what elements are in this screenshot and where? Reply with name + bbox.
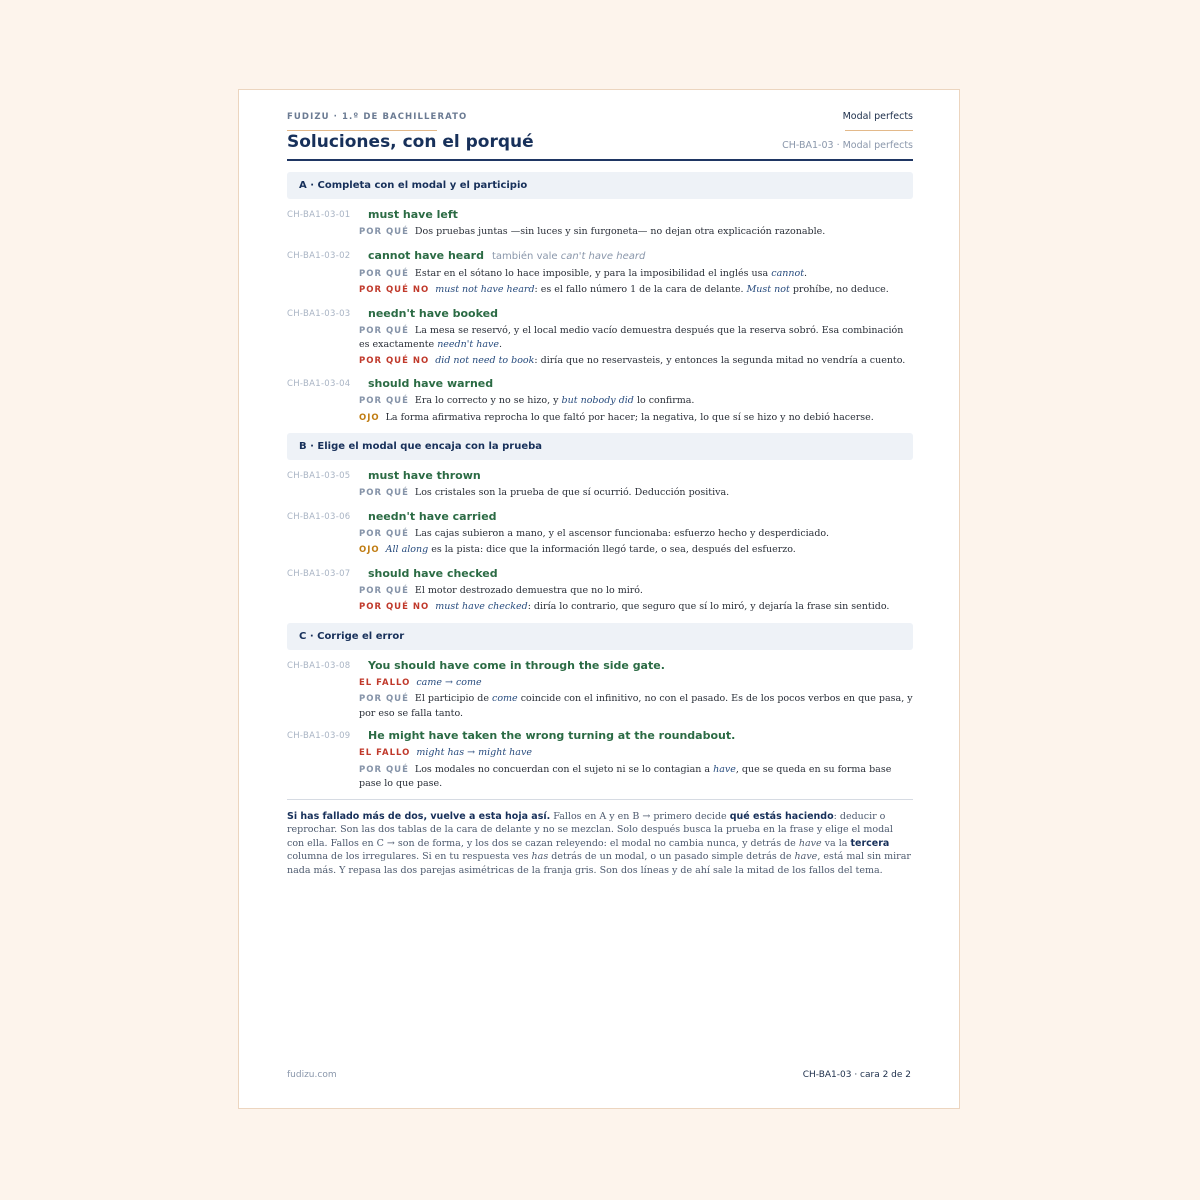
section-c bbox=[287, 623, 913, 791]
why-label: POR QUÉ bbox=[359, 694, 409, 704]
why-not-label: POR QUÉ NO bbox=[359, 285, 430, 295]
why-label: POR QUÉ bbox=[359, 764, 409, 775]
ojo-text: La forma afirmativa reprocha lo que faltó por hacer; la negativa, lo que sí se hizo y no debió hacerse. bbox=[385, 411, 874, 423]
alt-value: can't have heard bbox=[560, 250, 646, 262]
why-text: La mesa se reservó, y el local medio vacío demuestra después que la reserva sobró. Esa combinación es exactamente bbox=[359, 324, 904, 350]
why-text-end: lo confirma. bbox=[636, 395, 695, 406]
topic-underline bbox=[845, 130, 913, 131]
advice-lead: Si has fallado más de dos, vuelve a esta hoja así. bbox=[287, 810, 551, 822]
why-text: El motor destrozado demuestra que no lo miró. bbox=[414, 584, 643, 596]
ojo-label: OJO bbox=[359, 412, 380, 423]
why-text: El participio de bbox=[414, 693, 489, 704]
alternative-answer bbox=[492, 251, 645, 262]
footer-site: fudizu.com bbox=[287, 1070, 337, 1080]
item-answer: He might have taken the wrong turning at the roundabout. bbox=[368, 729, 736, 742]
advice-text: : deducir o reprochar. Son las dos tablas de la cara de delante y no se mezclan. Solo después busca la prueba en la frase y elige el modal con ella. Fallos en C → son de forma, y los dos se cazan releyendo: el modal no cambia nunca, y detrás de bbox=[287, 810, 893, 849]
why-not-line bbox=[359, 283, 913, 298]
why-line bbox=[359, 692, 913, 720]
why-text-end: . bbox=[498, 339, 503, 350]
advice-text: Fallos en A y en B → primero decide bbox=[553, 810, 727, 822]
why-not-line bbox=[359, 354, 913, 369]
why-not-text-end: prohíbe, no deduce. bbox=[792, 284, 889, 295]
item-code: CH-BA1-03-06 bbox=[287, 511, 351, 522]
why-label: POR QUÉ bbox=[359, 528, 409, 539]
why-not-label: POR QUÉ NO bbox=[359, 602, 430, 612]
item-code: CH-BA1-03-02 bbox=[287, 250, 351, 261]
why-line bbox=[359, 763, 913, 791]
item-answer: needn't have carried bbox=[368, 509, 497, 523]
item-answer: needn't have booked bbox=[368, 306, 498, 320]
alt-prefix: también vale bbox=[491, 250, 558, 262]
item-answer: You should have come in through the side gate. bbox=[368, 658, 665, 672]
why-text: Era lo correcto y no se hizo, y bbox=[414, 395, 559, 406]
why-not-text: : diría lo contrario, que seguro que sí lo miró, y dejaría la frase sin sentido. bbox=[527, 601, 890, 612]
why-line bbox=[359, 225, 913, 240]
why-not-text: : es el fallo número 1 de la cara de delante. bbox=[534, 284, 744, 295]
why-line bbox=[359, 394, 913, 409]
sheet-code: CH-BA1-03 · Modal perfects bbox=[782, 140, 913, 151]
ojo-emphasis: All along bbox=[385, 544, 429, 555]
why-text: Dos pruebas juntas —sin luces y sin furgoneta— no dejan otra explicación razonable. bbox=[414, 226, 826, 237]
advice-emphasis: have bbox=[794, 851, 818, 862]
error-label: EL FALLO bbox=[359, 677, 411, 688]
why-text-end: coincide con el infinitivo, no con el pasado. Es de los pocos verbos en que pasa, y por eso se falla tanto. bbox=[359, 693, 913, 719]
ojo-line bbox=[359, 543, 913, 558]
solution-item bbox=[287, 509, 913, 558]
why-emphasis: needn't have bbox=[437, 339, 499, 350]
error-line bbox=[359, 746, 913, 761]
solution-item bbox=[287, 376, 913, 425]
why-label: POR QUÉ bbox=[359, 268, 409, 279]
why-not-emphasis: did not need to book bbox=[435, 354, 535, 366]
why-not-emphasis: must have checked bbox=[435, 601, 528, 612]
error-correction: might has → might have bbox=[416, 747, 532, 758]
ojo-text: es la pista: dice que la información llegó tarde, o sea, después del esfuerzo. bbox=[431, 544, 796, 555]
advice-text: va la bbox=[824, 837, 848, 849]
advice-divider bbox=[287, 799, 913, 800]
section-heading: A · Completa con el modal y el participio bbox=[287, 172, 913, 199]
ojo-line bbox=[359, 411, 913, 426]
item-code: CH-BA1-03-03 bbox=[287, 308, 351, 319]
why-emphasis: have bbox=[713, 763, 736, 775]
item-answer: should have checked bbox=[368, 566, 498, 580]
why-line bbox=[359, 324, 913, 352]
item-answer bbox=[368, 248, 913, 265]
advice-emphasis: have bbox=[798, 837, 822, 849]
item-code: CH-BA1-03-04 bbox=[287, 379, 351, 389]
item-code: CH-BA1-03-05 bbox=[287, 471, 351, 481]
why-label: POR QUÉ bbox=[359, 585, 409, 596]
advice-text: detrás de un modal, o un pasado simple detrás de bbox=[551, 851, 792, 862]
why-text: Las cajas subieron a mano, y el ascensor funcionaba: esfuerzo hecho y desperdiciado. bbox=[414, 527, 829, 539]
advice-bold: tercera bbox=[850, 837, 890, 849]
why-not-label: POR QUÉ NO bbox=[359, 355, 430, 366]
section-b bbox=[287, 433, 913, 615]
why-label: POR QUÉ bbox=[359, 396, 409, 406]
answer-text: cannot have heard bbox=[368, 248, 484, 262]
solution-item bbox=[287, 468, 913, 501]
why-text-end: . bbox=[804, 267, 808, 279]
why-emphasis: come bbox=[492, 693, 518, 704]
item-answer: must have left bbox=[368, 208, 458, 221]
why-label: POR QUÉ bbox=[359, 325, 409, 336]
footer-page-info: CH-BA1-03 · cara 2 de 2 bbox=[802, 1070, 911, 1080]
why-emphasis: cannot bbox=[771, 267, 805, 279]
solution-item bbox=[287, 306, 913, 369]
why-line bbox=[359, 267, 913, 282]
why-line bbox=[359, 584, 913, 599]
advice-text: columna de los irregulares. Si en tu respuesta ves bbox=[287, 851, 529, 862]
solution-item bbox=[287, 658, 913, 721]
solutions-content bbox=[287, 172, 913, 877]
solution-item bbox=[287, 248, 913, 298]
why-label: POR QUÉ bbox=[359, 227, 409, 237]
ojo-label: OJO bbox=[359, 545, 380, 555]
error-correction: came → come bbox=[416, 676, 482, 688]
why-emphasis: but nobody did bbox=[561, 395, 634, 406]
why-line bbox=[359, 527, 913, 542]
worksheet-page bbox=[238, 89, 960, 1109]
item-answer: must have thrown bbox=[368, 469, 481, 482]
advice-text: , está mal sin mirar nada más. Y repasa las dos parejas asimétricas de la franja gris. Son dos líneas y de ahí sale la mitad de los fallos del tema. bbox=[287, 851, 911, 876]
why-text-end: , que se queda en su forma base pase lo que pase. bbox=[359, 763, 892, 789]
why-not-emphasis-2: Must not bbox=[746, 284, 790, 295]
why-label: POR QUÉ bbox=[359, 488, 409, 498]
section-heading: B · Elige el modal que encaja con la prueba bbox=[287, 433, 913, 460]
solution-item bbox=[287, 207, 913, 240]
page-title: Soluciones, con el porqué bbox=[287, 132, 534, 152]
title-divider bbox=[287, 159, 913, 161]
error-line bbox=[359, 676, 913, 691]
brand-label: FUDIZU · 1.º DE BACHILLERATO bbox=[287, 112, 468, 122]
why-text: Los modales no concuerdan con el sujeto ni se lo contagian a bbox=[414, 763, 711, 775]
why-line bbox=[359, 486, 913, 501]
error-label: EL FALLO bbox=[359, 748, 411, 758]
item-answer: should have warned bbox=[368, 377, 494, 390]
review-advice bbox=[287, 810, 913, 878]
item-code: CH-BA1-03-01 bbox=[287, 210, 351, 220]
brand-underline bbox=[287, 130, 437, 131]
why-text: Estar en el sótano lo hace imposible, y para la imposibilidad el inglés usa bbox=[414, 267, 769, 279]
why-not-text: : diría que no reservasteis, y entonces la segunda mitad no vendría a cuento. bbox=[534, 354, 906, 366]
why-text: Los cristales son la prueba de que sí ocurrió. Deducción positiva. bbox=[414, 487, 730, 498]
item-code: CH-BA1-03-08 bbox=[287, 660, 351, 671]
advice-emphasis: has bbox=[531, 851, 549, 862]
topic-label: Modal perfects bbox=[842, 111, 913, 122]
advice-bold: qué estás haciendo bbox=[729, 810, 834, 822]
item-code: CH-BA1-03-09 bbox=[287, 731, 351, 741]
why-not-emphasis: must not have heard bbox=[435, 284, 535, 295]
solution-item bbox=[287, 728, 913, 791]
why-not-line bbox=[359, 600, 913, 615]
section-heading: C · Corrige el error bbox=[287, 623, 913, 650]
solution-item bbox=[287, 566, 913, 615]
section-a bbox=[287, 172, 913, 425]
item-code: CH-BA1-03-07 bbox=[287, 568, 351, 579]
